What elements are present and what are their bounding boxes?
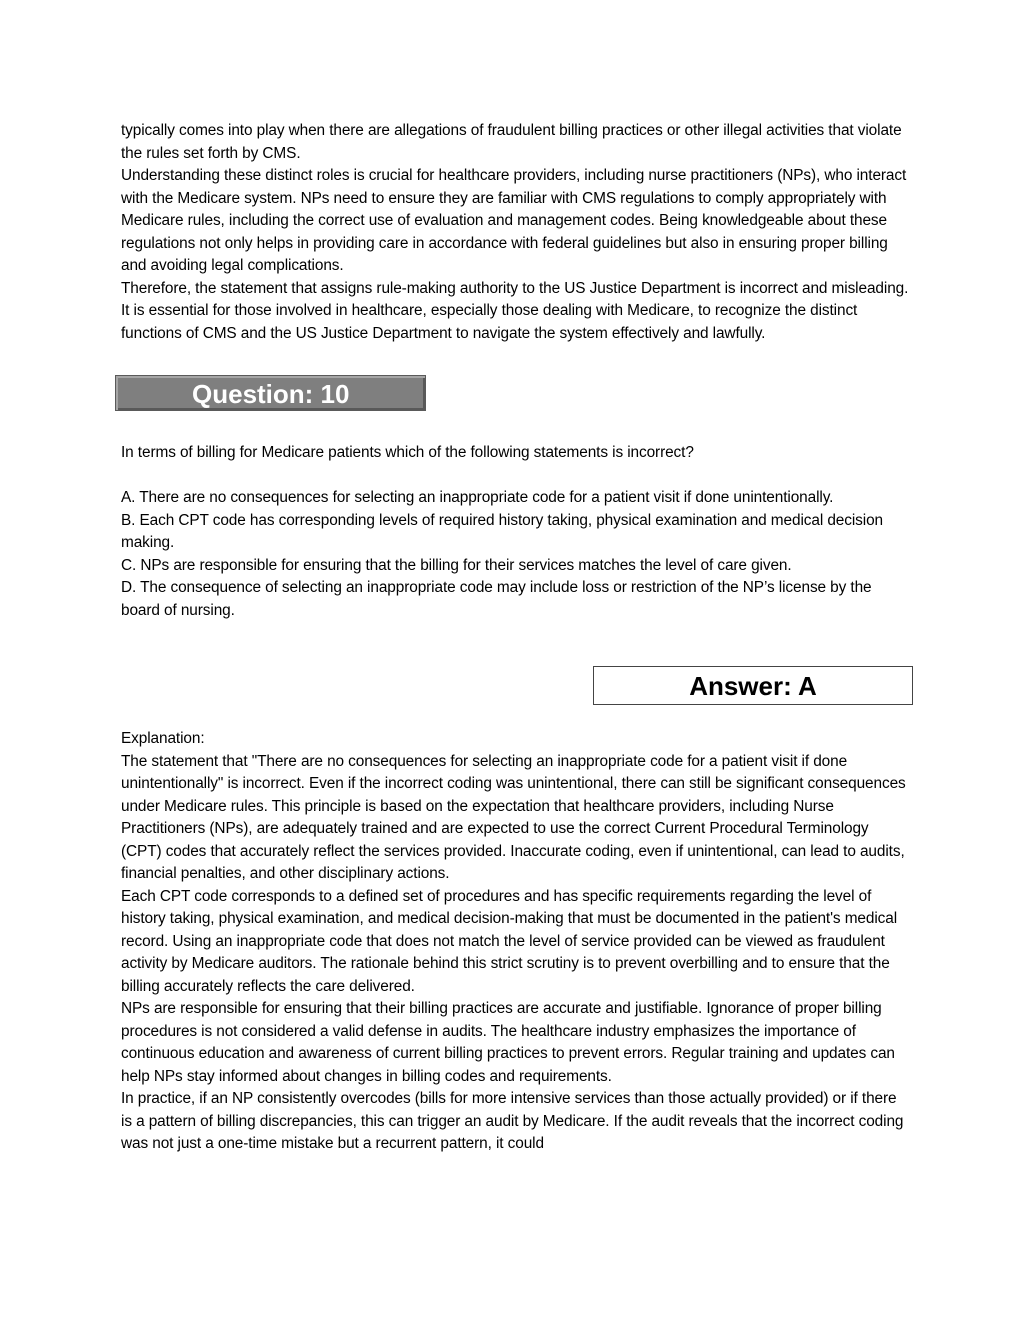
explanation-paragraph: Each CPT code corresponds to a defined set of procedures and has specific requirements regarding the level of history taking, physical examination, and medical decision-making that must be documented in the patient's medical record. Using an inappropriate code that does not match the level of service provided can be viewed as fraudulent activity by Medicare auditors. The rationale behind this strict scrutiny is to prevent overbilling and to ensure that the billing accurately reflects the care delivered. — [121, 887, 898, 995]
explanation-paragraph: The statement that "There are no consequences for selecting an inappropriate code for a patient visit if done unintentionally" is incorrect. Even if the incorrect coding was unintentional, there can still be significant consequences under Medicare rules. This principle is based on the expectation that healthcare providers, including Nurse Practitioners (NPs), are adequately trained and are expected to use the correct Current Procedural Terminology (CPT) codes that accurately reflect the services provided. Inaccurate coding, even if unintentional, can lead to audits, financial penalties, and other disciplinary actions. — [121, 752, 906, 882]
explanation-paragraph: NPs are responsible for ensuring that their billing practices are accurate and justifiable. Ignorance of proper billing procedures is not considered a valid defense in audits. The healthcare industry emphasizes the importance of continuous education and awareness of current billing practices to prevent errors. Regular training and updates can help NPs stay informed about changes in billing codes and requirements. — [121, 1000, 895, 1085]
answer-box — [593, 666, 913, 705]
question-text — [121, 442, 911, 465]
question-number-label: Question: 10 — [192, 379, 350, 409]
question-header — [115, 375, 426, 411]
answer-options — [121, 487, 911, 622]
option-c: C. NPs are responsible for ensuring that the billing for their services matches the level of care given. — [121, 556, 792, 574]
previous-explanation-continuation — [121, 120, 911, 345]
answer-label: Answer: A — [689, 671, 817, 701]
option-b: B. Each CPT code has corresponding levels of required history taking, physical examination and medical decision making. — [121, 511, 883, 551]
paragraph: Therefore, the statement that assigns rule-making authority to the US Justice Department is incorrect and misleading. It is essential for those involved in healthcare, especially those dealing with Medicare, to recognize the distinct functions of CMS and the US Justice Department to navigate the system effectively and lawfully. — [121, 279, 909, 342]
paragraph: Understanding these distinct roles is crucial for healthcare providers, including nurse practitioners (NPs), who interact with the Medicare system. NPs need to ensure they are familiar with CMS regulations to comply appropriately with Medicare rules, including the correct use of evaluation and management codes. Being knowledgeable about these regulations not only helps in providing care in accordance with federal guidelines but also in ensuring proper billing and avoiding legal complications. — [121, 167, 907, 274]
option-a: A. There are no consequences for selecting an inappropriate code for a patient visit if done unintentionally. — [121, 489, 834, 506]
question-stem: In terms of billing for Medicare patients which of the following statements is incorrect? — [121, 444, 694, 461]
explanation-section — [121, 728, 911, 1156]
paragraph: typically comes into play when there are allegations of fraudulent billing practices or other illegal activities that violate the rules set forth by CMS. — [121, 122, 902, 162]
explanation-paragraph: In practice, if an NP consistently overcodes (bills for more intensive services than those actually provided) or if there is a pattern of billing discrepancies, this can trigger an audit by Medicare. If the audit reveals that the incorrect coding was not just a one-time mistake but a recurrent pattern, it could — [121, 1090, 904, 1152]
option-d: D. The consequence of selecting an inappropriate code may include loss or restriction of the NP’s license by the board of nursing. — [121, 579, 872, 619]
explanation-heading: Explanation: — [121, 730, 205, 747]
